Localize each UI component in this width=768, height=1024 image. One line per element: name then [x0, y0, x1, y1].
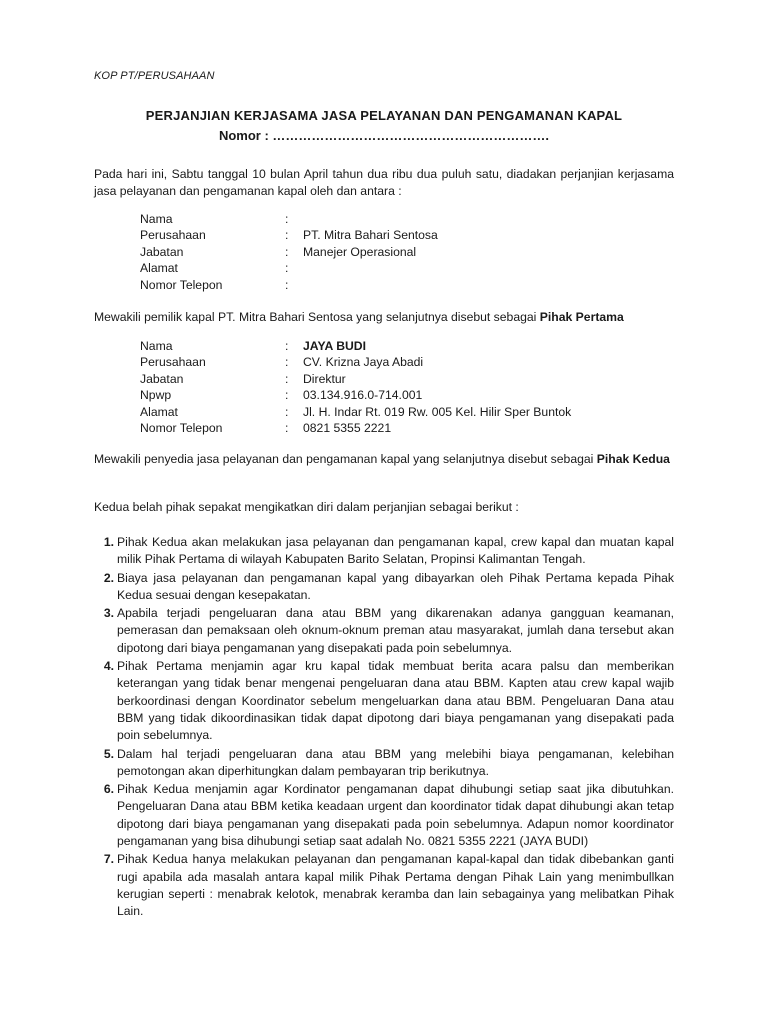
clause-text: Pihak Kedua akan melakukan jasa pelayanan dan pengamanan kapal, crew kapal dan muatan kapal milik Pihak Pertama di wilayah Kabupaten Barito Selatan, Propinsi Kalimantan Tengah.: [117, 535, 674, 567]
field-value: Direktur: [303, 371, 346, 386]
field-colon: :: [285, 371, 289, 386]
clause-item: [94, 658, 674, 744]
field-value: Jl. H. Indar Rt. 019 Rw. 005 Kel. Hilir Sper Buntok: [303, 404, 572, 419]
field-value: Manejer Operasional: [303, 244, 417, 259]
field-label: Alamat: [140, 261, 178, 276]
field-value: 0821 5355 2221: [303, 420, 392, 435]
clause-item: [94, 781, 674, 850]
field-value: 03.134.916.0-714.001: [303, 388, 423, 403]
field-label: Perusahaan: [140, 355, 206, 370]
field-label: Npwp: [140, 388, 172, 403]
field-label: Alamat: [140, 404, 178, 419]
field-label: Perusahaan: [140, 228, 206, 243]
intro-paragraph: Pada hari ini, Sabtu tanggal 10 bulan April tahun dua ribu dua puluh satu, diadakan perjanjian kerjasama jasa pelayanan dan pengamanan kapal oleh dan antara :: [94, 167, 674, 198]
clause-number: 1.: [103, 535, 114, 549]
party1-statement: [94, 309, 674, 326]
document-title: PERJANJIAN KERJASAMA JASA PELAYANAN DAN PENGAMANAN KAPAL: [145, 108, 623, 123]
clause-item: [94, 605, 674, 657]
clause-item: [94, 534, 674, 569]
clause-number: 4.: [103, 659, 114, 674]
field-label: Nama: [140, 339, 173, 353]
field-colon: :: [285, 420, 289, 435]
clause-item: [94, 570, 674, 605]
field-label: Nomor Telepon: [140, 277, 223, 292]
field-colon: :: [285, 355, 289, 370]
clause-item: [94, 851, 674, 920]
document-number: Nomor : ……………………………………………………….: [218, 128, 550, 143]
clause-number: 6.: [103, 782, 114, 797]
clause-number: 2.: [103, 570, 114, 585]
field-label: Jabatan: [140, 371, 184, 386]
party1-statement-text: Mewakili pemilik kapal PT. Mitra Bahari Sentosa yang selanjutnya disebut sebagai: [94, 310, 540, 324]
field-label: Nomor Telepon: [140, 420, 223, 435]
clause-number: 5.: [103, 746, 114, 761]
field-colon: :: [285, 404, 289, 419]
field-colon: :: [285, 261, 289, 276]
party2-statement: [94, 451, 674, 468]
party2-statement-text: Mewakili penyedia jasa pelayanan dan pengamanan kapal yang selanjutnya disebut sebagai: [94, 452, 597, 466]
party2-role: Pihak Kedua: [596, 452, 670, 466]
letterhead-placeholder: KOP PT/PERUSAHAAN: [94, 70, 215, 82]
field-value: PT. Mitra Bahari Sentosa: [303, 228, 438, 243]
field-colon: :: [285, 244, 289, 259]
field-colon: :: [285, 339, 289, 353]
field-colon: :: [285, 228, 289, 243]
clause-number: 3.: [103, 606, 114, 621]
clause-text: Dalam hal terjadi pengeluaran dana atau BBM yang melebihi biaya pengamanan, kelebihan pemotongan akan diperhitungkan dalam pembayaran trip berikutnya.: [117, 746, 674, 778]
field-label: Jabatan: [140, 244, 184, 259]
clause-text: Pihak Kedua hanya melakukan pelayanan dan pengamanan kapal-kapal dan tidak dibebankan ganti rugi apabila ada masalah antara kapal milik Pihak Pertama dengan Pihak Lain yang menimbullkan kerugian seperti : menabrak kelotok, menabrak keramba dan lain sebagainya yang melibatkan Pihak Lain.: [117, 852, 674, 919]
field-value: CV. Krizna Jaya Abadi: [303, 355, 424, 370]
clause-text: Pihak Kedua menjamin agar Kordinator pengamanan dapat dihubungi setiap saat jika dibutuhkan. Pengeluaran Dana atau BBM ketika keadaan urgent dan koordinator tidak dapat dihubungi akan tetap dipotong dari biaya pengamanan yang disepakati pada poin sebelumnya. Adapun nomor koordinator pengamanan yang bisa dihubungi setiap saat adalah No. 0821 5355 2221 (JAYA BUDI): [117, 782, 674, 849]
party1-role: Pihak Pertama: [539, 310, 624, 324]
agreement-intro: Kedua belah pihak sepakat mengikatkan diri dalam perjanjian sebagai berikut :: [94, 500, 519, 514]
clause-text: Apabila terjadi pengeluaran dana atau BBM yang dikarenakan adanya gangguan keamanan, pemerasan dan pemaksaan oleh oknum-oknum preman atau masyarakat, jumlah dana tersebut akan dipotong dari biaya pengamanan yang disepakati pada poin sebelumnya.: [117, 606, 674, 655]
field-colon: :: [285, 277, 289, 292]
clause-text: Pihak Pertama menjamin agar kru kapal tidak membuat berita acara palsu dan memberikan keterangan yang tidak benar mengenai pengeluaran dana atau BBM. Kapten atau crew kapal wajib berkoordinasi dengan Koordinator sebelum mengeluarkan dana atau BBM. Pengeluaran Dana atau BBM yang tidak dikoordinasikan tidak dapat dipotong dari biaya pengamanan yang disepakati pada poin sebelumnya.: [117, 659, 674, 743]
clause-list: [94, 534, 674, 922]
field-colon: :: [285, 212, 289, 226]
field-value: JAYA BUDI: [303, 339, 366, 353]
clause-text: Biaya jasa pelayanan dan pengamanan kapal yang dibayarkan oleh Pihak Pertama kepada Pihak Kedua sesuai dengan kesepakatan.: [117, 570, 674, 602]
field-colon: :: [285, 388, 289, 403]
clause-item: [94, 746, 674, 781]
field-label: Nama: [140, 212, 173, 226]
clause-number: 7.: [103, 852, 114, 867]
